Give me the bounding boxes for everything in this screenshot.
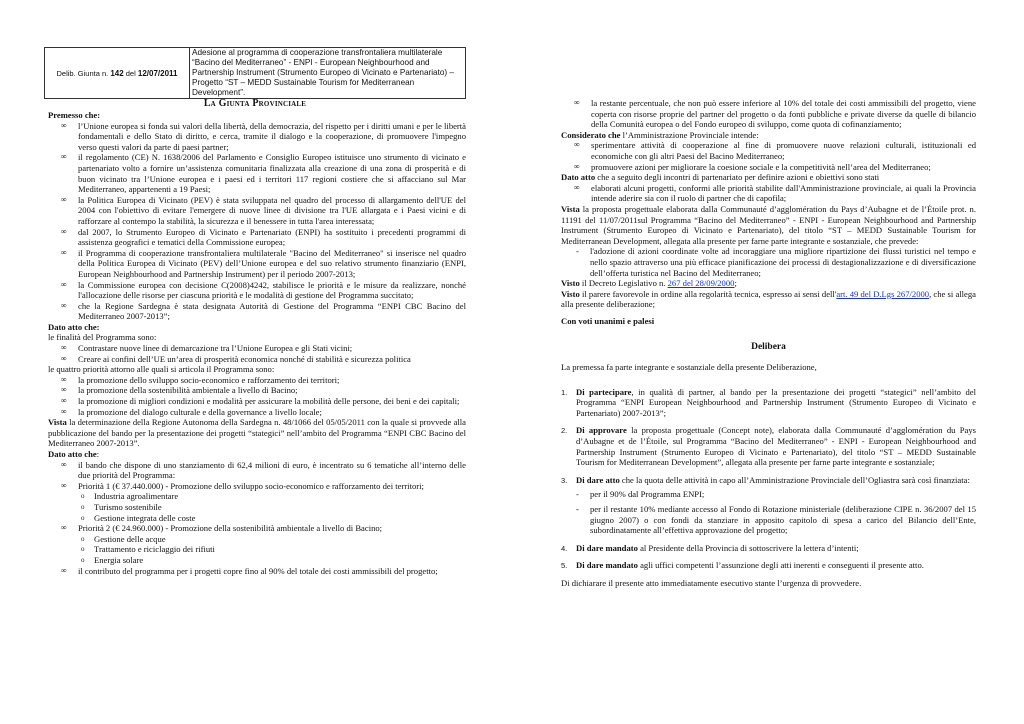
infinity-bullet-icon: ∞ [61,353,67,363]
dash-item: - per il 90% dal Programma ENPI; [576,489,705,500]
resolution-point: 3. Di dare atto che la quota delle attività in capo all’Amministrazione Provinciale dell’Ogliastra sarà così finanziata: [561,474,970,485]
list-item: ∞ la promozione dello sviluppo socio-economico e rafforzamento dei territori; [61,374,340,385]
list-item: ∞ promuovere azioni per migliorare la coesione sociale e la competitività nell’area del Mediterraneo; [574,161,931,172]
list-item: ∞ il regolamento (CE) N. 1638/2006 del Parlamento e Consiglio Europeo istituisce uno strumento di vicinato e partenariato volto a fornire un’assistenza comunitaria finalizzata alla creazione di una zona di prosperità e di buon vicinato tra l’Unione europea e i paesi ed i territori 117 regioni costiere che si affacciano sul Mar Mediterraneo, appartenenti a 19 Paesi; [61,152,466,195]
delibera-heading: Delibera [751,342,786,353]
infinity-bullet-icon: ∞ [574,161,580,171]
infinity-bullet-icon: ∞ [61,300,67,310]
list-item: ∞ la Commissione europea con decisione C(2008)4242, stabilisce le priorità e le misure da realizzare, nonché l'allocazione delle risorse per ciascuna priorità e le modalità di gestione del Programma succitato; [61,279,466,301]
infinity-bullet-icon: ∞ [574,182,580,192]
deliberation-reference [45,48,190,99]
dash-bullet-icon: - [576,489,579,500]
premessa-paragraph: La premessa fa parte integrante e sostanziale della presente Deliberazione, [561,362,817,373]
right-column [561,98,976,589]
sub-list-item: o Turismo sostenibile [81,501,162,512]
list-item: ∞ il bando che dispone di uno stanziamento di 62,4 milioni di euro, è incentrato su 6 tematiche all’interno delle due priorità del Programma: [61,459,466,481]
header-table [44,47,466,99]
infinity-bullet-icon: ∞ [61,279,67,289]
delib-date: 12/07/2011 [137,68,178,78]
dato-atto-heading: Dato atto che: [48,321,100,332]
infinity-bullet-icon: ∞ [61,523,67,533]
circle-bullet-icon: o [81,545,85,554]
resolution-point: 4. Di dare mandato al Presidente della Provincia di sottoscrivere la lettera d’intenti; [561,542,859,553]
list-item: ∞ elaborati alcuni progetti, conformi alle priorità stabilite dall'Amministrazione provinciale, ai quali la Provincia intende aderire sia con il ruolo di partner che di capofila; [574,182,976,204]
list-item: ∞ il contributo del programma per i progetti copre fino al 90% del totale dei costi ammissibili del progetto; [61,565,438,576]
infinity-bullet-icon: ∞ [61,565,67,575]
infinity-bullet-icon: ∞ [61,480,67,490]
resolution-point: 1. Di partecipare, in qualità di partner, al bando per la presentazione dei progetti “stategici” nell’ambito del Programma “ENPI European Neighbourhood and Partnership Instrument (Strumento Europeo di Vicinato e Partenariato) 2007-2013”; [561,386,976,418]
premesso-list [48,121,466,322]
infinity-bullet-icon: ∞ [61,459,67,469]
infinity-bullet-icon: ∞ [61,120,67,130]
dato-atto-2-heading: Dato atto che: [48,449,100,459]
priorita-intro: le quattro priorità attorno alle quali si articola il Programma sono: [48,364,275,375]
list-item: ∞ l’Unione europea si fonda sui valori della libertà, della democrazia, del rispetto per i diritti umani e per le libertà fondamentali e dello Stato di diritto, e cerca, tramite il dialogo e la cooperazione, di promuovere l'impegno verso questi valori da parte di paesi partner; [61,120,466,152]
delib-number: 142 [110,68,124,78]
infinity-bullet-icon: ∞ [61,226,67,236]
sub-list-item: o Industria agroalimentare [81,491,179,502]
dash-item: - per il restante 10% mediante accesso al Fondo di Rotazione ministeriale (deliberazione CIPE n. 36/2007 del 15 giugno 2007) o con fondi da stanziare in apposito capitolo di spesa a carico del Bilancio dell’Ente, subordinatamente all’effettiva approvazione del progetto; [576,504,976,536]
dash-bullet-icon: - [576,504,579,514]
considerato-paragraph: Considerato che l’Amministrazione Provinciale intende: [561,129,759,140]
infinity-bullet-icon: ∞ [61,152,67,162]
art49-link[interactable]: art. 49 del D.Lgs 267/2000 [836,288,930,299]
decreto-link[interactable]: 267 del 28/09/2000 [667,278,735,289]
sub-list-item: o Gestione delle acque [81,533,166,544]
infinity-bullet-icon: ∞ [61,374,67,384]
list-item: ∞ la promozione di migliori condizioni e modalità per assicurare la mobilità delle persone, dei beni e dei capitali; [61,396,460,407]
infinity-bullet-icon: ∞ [61,194,67,204]
con-voti: Con voti unanimi e palesi [561,315,655,326]
list-item: ∞ dal 2007, lo Strumento Europeo di Vicinato e Partenariato (ENPI) ha sostituito i precedenti programmi di assistenza geografici e tematici della Commissione europea; [61,226,466,248]
list-item: ∞ la promozione della sostenibilità ambientale a livello di Bacino; [61,385,298,396]
infinity-bullet-icon: ∞ [61,396,67,406]
deliberation-subject: Adesione al programma di cooperazione transfrontaliera multilaterale “Bacino del Mediterraneo” - ENPI - European Neighbourhood and Partnership Instrument (Strumento Europeo di Vicinato e Partenariato) – Progetto “ST – MEDD Sustainable Tourism for Mediterranean Development”. [190,48,466,99]
circle-bullet-icon: o [81,534,85,543]
page-title: La Giunta Provinciale [203,98,307,109]
circle-bullet-icon: o [81,555,85,564]
dash-item: - l'adozione di azioni coordinate volte ad incoraggiare una migliore ripartizione dei flussi turistici nel tempo e nello spazio attraverso una più efficace pianificazione dei processi di destagionalizzazione e di diversificazione dell’offerta turistica nel Bacino del Mediterraneo; [576,246,976,278]
list-item: ∞ la Politica Europea di Vicinato (PEV) è stata sviluppata nel quadro del processo di allargamento dell'UE del 2004 con l'obiettivo di evitare l'emergere di nuove linee di divisione tra l'UE allargata e i Paesi vicini e di rafforzare al contempo la stabilità, la sicurezza e il benessere in tutta l'area interessata; [61,194,466,226]
infinity-bullet-icon: ∞ [61,406,67,416]
infinity-bullet-icon: ∞ [574,98,580,107]
vista-paragraph: Vista la determinazione della Regione Autonoma della Sardegna n. 48/1066 del 05/05/2011 con la quale si provvede alla pubblicazione del bando per la presentazione dei progetti “stategici” nell’ambito del Programma “ENPI CBC Bacino del Mediterraneo 2007-2013”. [48,417,466,449]
delib-prefix: Delib. Giunta n. [56,68,109,78]
visto-parere-paragraph: Visto il parere favorevole in ordine alla regolarità tecnica, espresso ai sensi dell'art. 49 del D.Lgs 267/2000, che si allega alla presente deliberazione; [561,288,976,310]
sub-list-item: o Gestione integrata delle coste [81,512,196,523]
list-item: ∞ il Programma di cooperazione transfrontaliera multilaterale "Bacino del Mediterraneo" si inserisce nel quadro della Politica Europea di Vicinato (PEV) dell’Unione europea e del suo relativo strumento finanziario (ENPI, European Neighbourhood and Partnership Instrument) per il periodo 2007-2013; [61,247,466,279]
resolution-point: 2. Di approvare la proposta progettuale (Concept note), elaborata dalla Communauté d’agglomération du Pays d’Aubagne et de l’Étoile, sul Programma “Bacino del Mediterraneo” - ENPI - European Neighbourhood and Partnership Instrument (Strumento Europeo di Vicinato e Partenariato), del titolo “ST – MEDD Sustainable Tourism for Mediterranean Development”, allegata alla presente per farne parte integrante e sostanziale; [561,425,976,468]
finalita-intro: le finalità del Programma sono: [48,332,157,343]
list-item: ∞ la restante percentuale, che non può essere inferiore al 10% del totale dei costi ammissibili del progetto, viene coperta con risorse proprie del partner del progetto o da fonti pubbliche e private diverse da quelle di bilancio della Comunità europea o del Fondo europeo di sviluppo, come quota di cofinanziamento; [574,98,976,130]
list-item: ∞ Creare ai confini dell’UE un’area di prosperità economica nonché di stabilità e sicurezza politica [61,353,411,364]
resolution-point: 5. Di dare mandato agli uffici competenti l’assunzione degli atti inerenti e conseguenti il presente atto. [561,560,924,571]
infinity-bullet-icon: ∞ [574,140,580,150]
dash-bullet-icon: - [576,246,579,257]
vista-paragraph: Vista la proposta progettuale elaborata dalla Communauté d’agglomération du Pays d’Aubagne et de l’Étoile prot. n. 11191 del 11/07/2011sul Programma “Bacino del Mediterraneo” - ENPI - European Neighbourhood and Partnership Instrument (Strumento Europeo di Vicinato e Partenariato), del titolo “ST – MEDD Sustainable Tourism for Mediterranean Development, allegata alla presente per farne parte integrante e sostanziale, che prevede: [561,203,976,246]
closing-paragraph: Di dichiarare il presente atto immediatamente esecutivo stante l’urgenza di provvedere. [561,577,862,588]
list-item: ∞ Contrastare nuove linee di demarcazione tra l’Unione Europea e gli Stati vicini; [61,343,353,354]
sub-list-item: o Trattamento e riciclaggio dei rifiuti [81,544,215,555]
list-item: ∞ sperimentare attività di cooperazione al fine di promuovere nuove relazioni culturali, istituzionali ed economiche con gli altri Paesi del Bacino Mediterraneo; [574,140,976,161]
circle-bullet-icon: o [81,492,85,501]
infinity-bullet-icon: ∞ [61,343,67,353]
visto-decreto-paragraph: Visto il Decreto Legislativo n. 267 del 28/09/2000; [561,278,737,289]
left-column [48,110,466,576]
sub-list-item: o Energia solare [81,554,144,565]
circle-bullet-icon: o [81,502,85,511]
infinity-bullet-icon: ∞ [61,385,67,395]
circle-bullet-icon: o [81,513,85,522]
list-item: ∞ che la Regione Sardegna è stata designata Autorità di Gestione del Programma “ENPI CBC Bacino del Mediterraneo 2007-2013”; [61,300,466,322]
dato-atto-paragraph: Dato atto che a seguito degli incontri di partenariato per definire azioni e obiettivi sono stati [561,172,880,183]
list-item: ∞ Priorità 2 (€ 24.960.000) - Promozione della sostenibilità ambientale a livello di Bacino; [61,523,383,534]
premesso-heading: Premesso che: [48,110,101,120]
list-item: ∞ la promozione del dialogo culturale e della governance a livello locale; [61,406,322,417]
delib-del: del [125,68,136,78]
list-item: ∞ Priorità 1 (€ 37.440.000) - Promozione dello sviluppo socio-economico e rafforzamento dei territori; [61,480,424,491]
infinity-bullet-icon: ∞ [61,247,67,257]
